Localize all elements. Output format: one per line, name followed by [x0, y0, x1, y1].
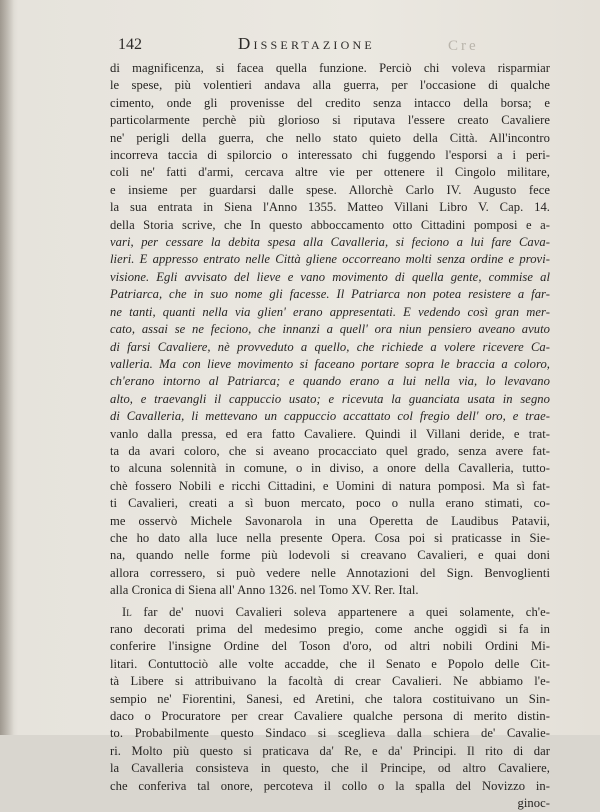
body-line: cimento, onde gli provenisse del credito senza intacco della borsa; e	[110, 95, 550, 110]
quote-line: vari, per cessare la debita spesa alla Cavalleria, si feciono a lui fare Cava-	[110, 235, 550, 250]
body-line: chè fossero Nobili e ricchi Cittadini, e Uomini di natura pomposi. Ma sì fat-	[110, 478, 550, 493]
body-line: alla Cronica di Siena all' Anno 1326. nel Tomo XV. Rer. Ital.	[110, 583, 419, 598]
body-line: particolarmente perchè più glorioso si riputava l'essere creato Cavaliere	[110, 113, 550, 128]
page-number: 142	[118, 36, 142, 53]
page-header	[118, 34, 448, 56]
body-line: na, quando nelle forme più lodevoli si creavano Cavalieri, e quai doni	[110, 548, 550, 563]
body-line: daco o Procuratore per crear Cavaliere qualche persona di merito distin-	[110, 709, 550, 724]
body-line: tà Libere si attribuivano la facoltà di crear Cavalieri. Ne abbiamo l'e-	[110, 674, 550, 689]
body-line: di magnificenza, si facea quella funzione. Perciò chi voleva risparmiar	[110, 61, 550, 75]
quote-line: visione. Egli avvisato del lieve e vano movimento di quella gente, commise al	[110, 269, 550, 284]
body-line: ti Cavalieri, creati a sì buon mercato, poco o nulla erano stimati, co-	[110, 496, 550, 511]
body-line: to alcuna solennità in comune, o in diviso, a onore della Cavalleria, tutto-	[110, 461, 550, 476]
body-line: che conferiva tal onore, percoteva il collo o la spalla del Novizzo in-	[110, 778, 550, 793]
body-line: che ho dato alla luce nella presente Opera. Cosa poi si praticasse in Sie-	[110, 530, 550, 545]
quote-line: cato, assai se ne feciono, che innanzi a quell' ora niun pensiero aveano avuto	[110, 322, 550, 337]
body-line: ne' perigli della guerra, che nello stato quieto della Città. All'incontro	[110, 130, 550, 145]
quote-line: lieri. E appresso entrato nelle Città gliene occorreano molti senza ordine e provi-	[110, 252, 550, 267]
body-line: to. Probabilmente questo Sindaco si sceglieva dalla schiera de' Cavalie-	[110, 726, 550, 741]
body-line: rano decorati prima del medesimo pregio, come anche oggidì si fa in	[110, 622, 550, 636]
bleed-through-text: Cre	[448, 38, 479, 54]
body-line: me osservò Michele Savonarola in una Operetta de Laudibus Patavii,	[110, 513, 550, 528]
body-line: litari. Contuttociò alle volte accadde, che il Senato e Popolo delle Cit-	[110, 656, 550, 671]
body-line: conferire l'insigne Ordine del Toson d'oro, od altri nobili Ordini Mi-	[110, 639, 550, 654]
quote-line: di farsi Cavaliere, nè provveduto a quello, che richiede a volere ricevere Ca-	[110, 339, 550, 354]
body-line: della Storia scrive, che In questo abboccamento otto Cittadini pomposi e a-	[110, 217, 550, 232]
body-line: ri. Molto più questo si praticava da' Re, e da' Principi. Il rito di dar	[110, 743, 550, 758]
body-line: la Cavalleria consisteva in questo, che il Principe, od altro Cavaliere,	[110, 761, 550, 776]
paragraph-first-line-text: far de' nuovi Cavalieri soleva appartenere a quei solamente, ch'e-	[143, 604, 550, 619]
spine-shadow	[0, 0, 14, 735]
paragraph-lead-in: Il	[122, 604, 132, 619]
quote-line: alto, e traevangli il cappuccio usato; e ricevuta la guanciata usata in segno	[110, 391, 550, 406]
body-line: coli ne' fatti d'armi, cercava altre vie per ottenere il Cingolo militare,	[110, 165, 550, 180]
quote-line: valleria. Ma con lieve movimento si faceano portare sopra le braccia a coloro,	[110, 356, 550, 371]
body-line: le spese, più volentieri andava alla guerra, per l'occasione di qualche	[110, 78, 550, 93]
body-line: ta da avari coloro, che si aveano procacciato quel grado, senza avere fat-	[110, 443, 550, 458]
body-line: incorreva taccia di spilorcio o interessato chi fuggendo l'esporsi a i peri-	[110, 148, 550, 163]
paragraph-first-line	[110, 604, 550, 621]
body-line: vanlo dalla pressa, ed era fatto Cavaliere. Quindi il Villani deride, e trat-	[110, 426, 550, 441]
quote-line: ne tanti, quanti nella via glien' erano appresentati. E vedendo così gran mer-	[110, 304, 550, 319]
body-line: la sua entrata in Siena l'Anno 1355. Matteo Villani Libro V. Cap. 14.	[110, 200, 550, 215]
body-line: sempio ne' Fiorentini, Sanesi, ed Aretini, che talora costituivano un Sin-	[110, 691, 550, 706]
body-line: allora corressero, si può vedere nelle Annotazioni del Sign. Benvoglienti	[110, 565, 550, 580]
quote-line: ch'erano intorno al Patriarca; e quando erano a lui nella via, lo levavano	[110, 374, 550, 389]
body-text	[110, 60, 550, 812]
quote-line: di Cavalleria, li mettevano un cappuccio accattato col fregio dell' oro, e trae-	[110, 409, 550, 424]
catchword: ginoc-	[517, 796, 550, 811]
running-title: Dissertazione	[238, 34, 375, 53]
quote-line: Patriarca, che in suo nome gli facesse. Il Patriarca non potea resistere a far-	[110, 287, 550, 302]
body-line: e insieme per guardarsi dalle spese. Allorchè Carlo IV. Augusto fece	[110, 182, 550, 197]
